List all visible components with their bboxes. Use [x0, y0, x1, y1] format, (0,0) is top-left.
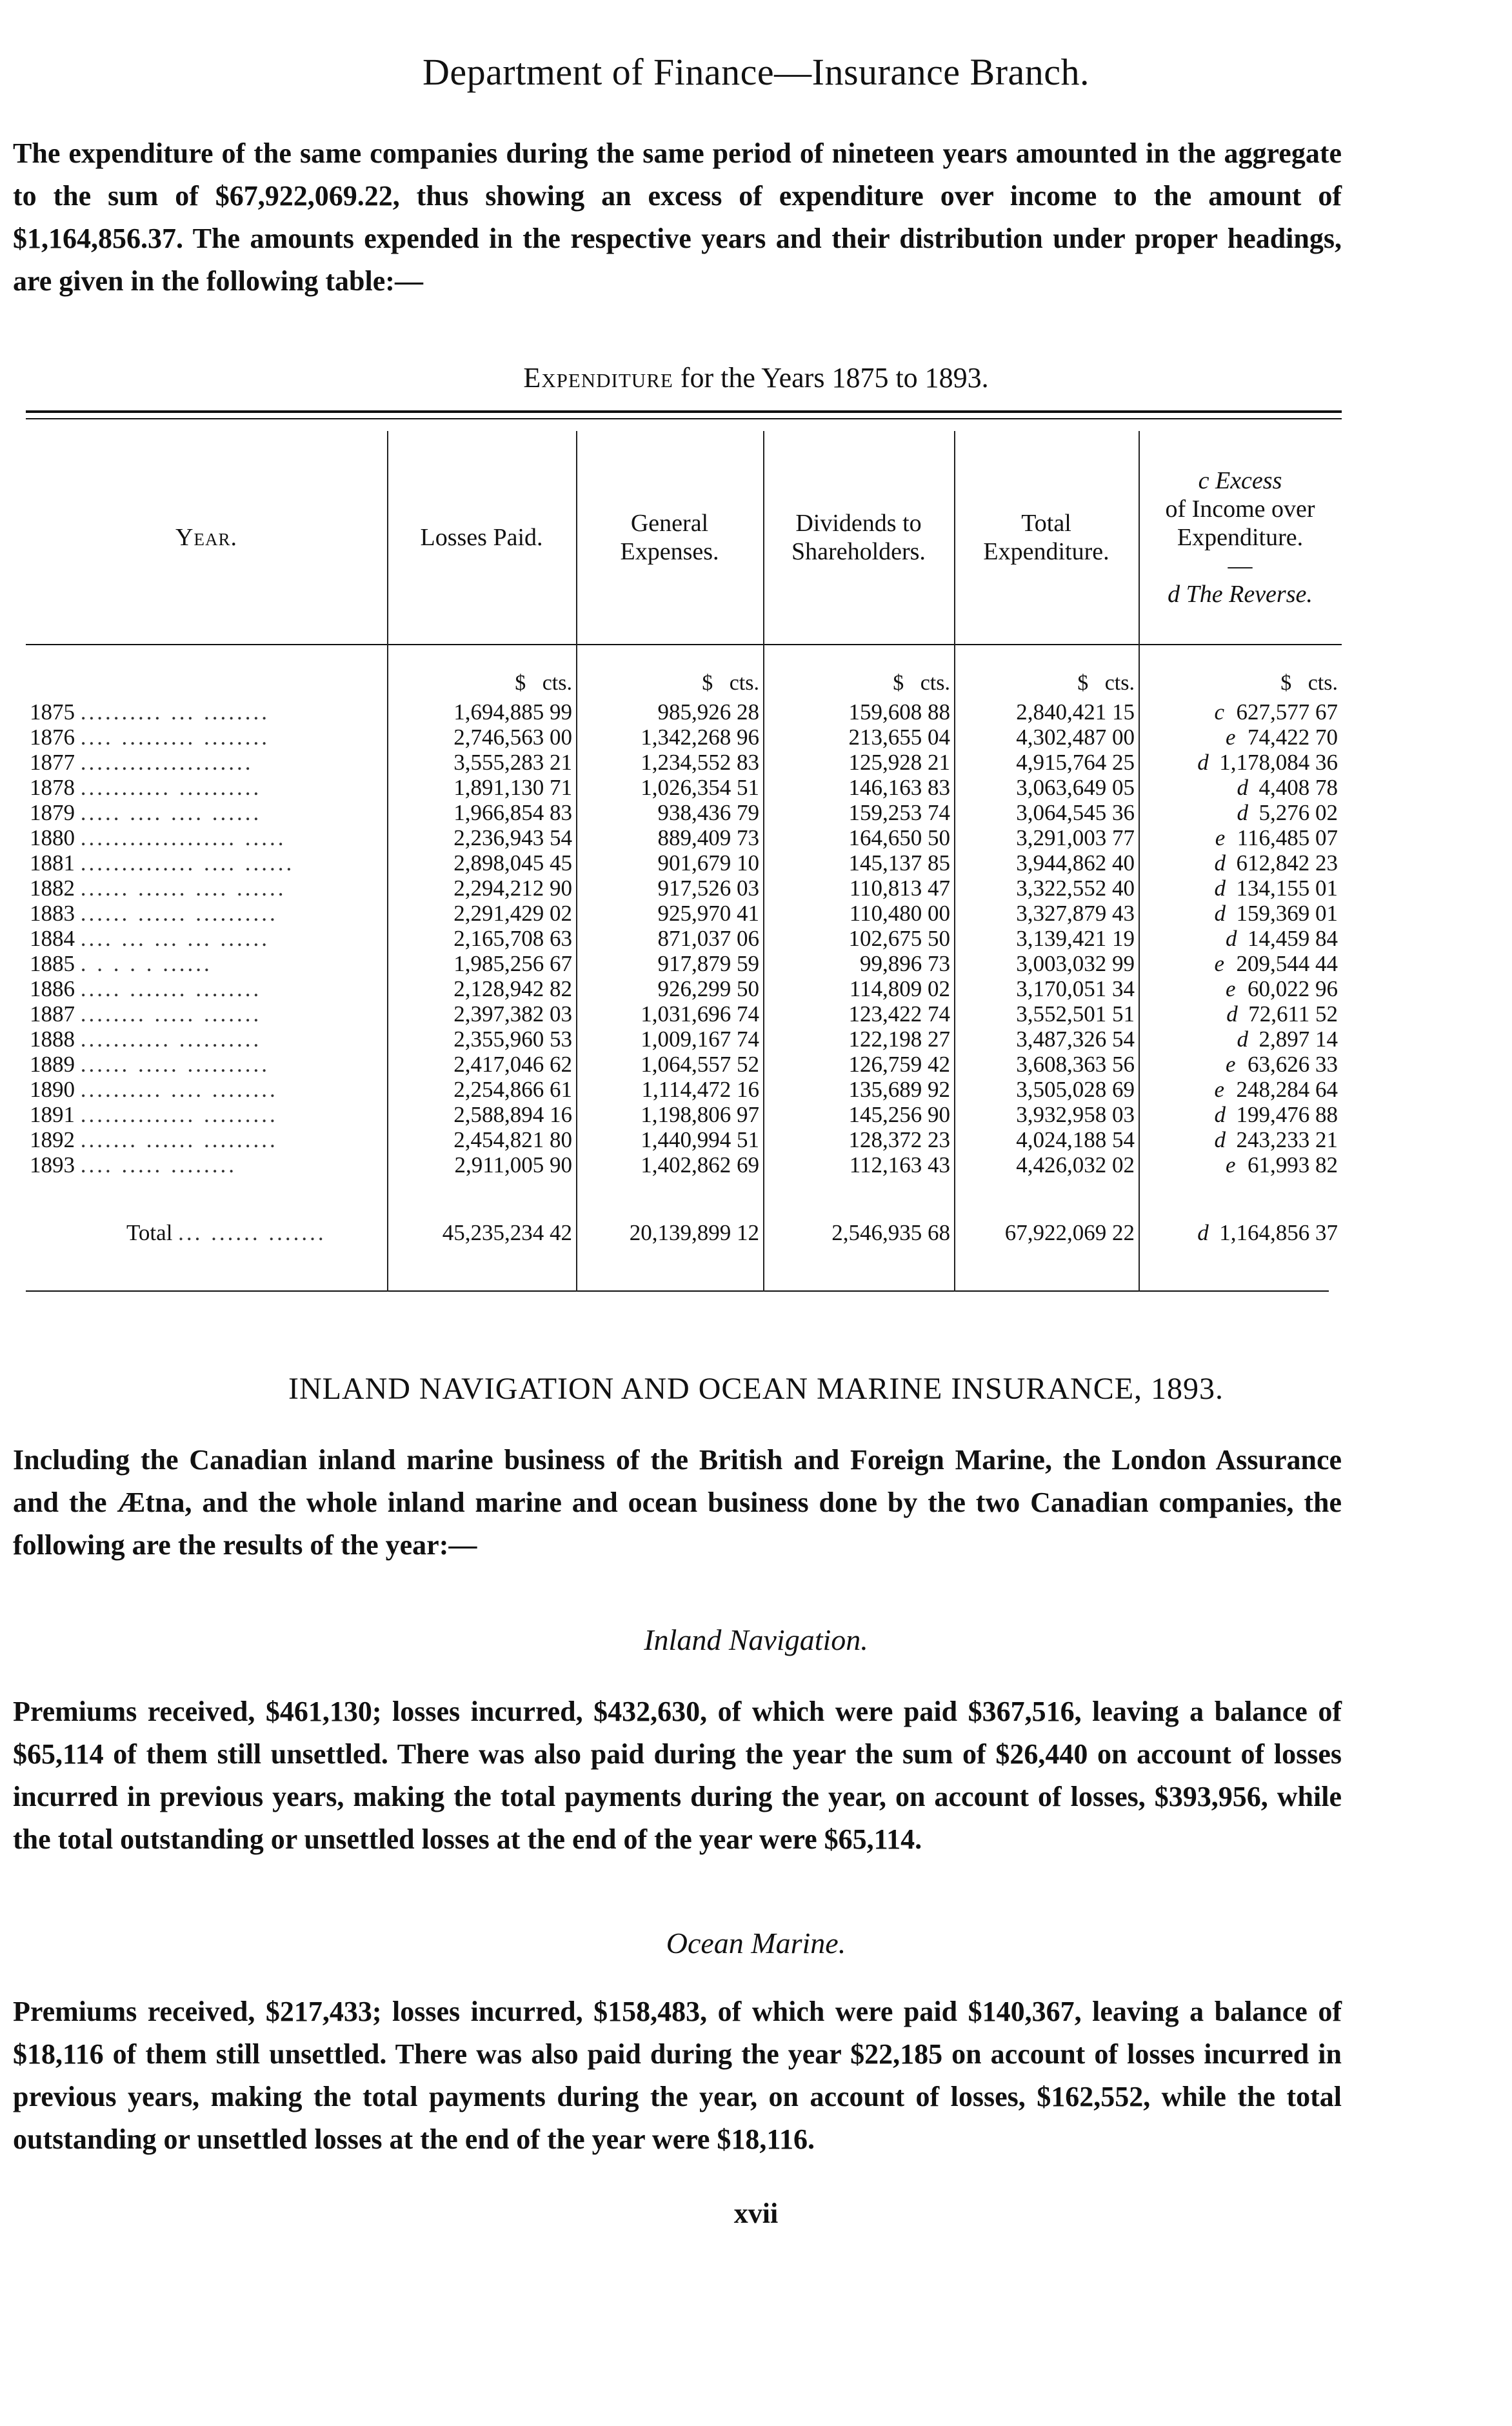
general-expenses-cell: 1,064,557 52: [641, 1052, 759, 1077]
cents-label: cts.: [1104, 671, 1135, 695]
dividends-cell: 114,809 02: [849, 976, 950, 1001]
excess-flag: d: [1226, 1001, 1238, 1027]
excess-amount: 14,459 84: [1248, 926, 1338, 951]
table-bottom-rule: [26, 1290, 1329, 1292]
ocean-marine-paragraph: Premiums received, $217,433; losses incurred, $158,483, of which were paid $140,367, leaving a balance of $18,116 of them still unsettled. There was also paid during the year $22,185 on account of losses incurred in previous years, making the total payments during the year, on account of losses, $162,552, while the total outstanding or unsettled losses at the end of the year were $18,116.: [13, 1996, 1342, 2155]
dividends-cell: 102,675 50: [848, 926, 950, 951]
excess-flag: e: [1215, 825, 1226, 850]
dividends-cell: 145,137 85: [848, 850, 950, 876]
excess-amount: 134,155 01: [1236, 876, 1338, 901]
excess-cell: [1139, 699, 1342, 725]
total-expenditure-cell: 3,552,501 51: [1016, 1001, 1135, 1027]
excess-amount: 60,022 96: [1248, 976, 1338, 1001]
losses-paid-cell: 1,694,885 99: [453, 699, 572, 725]
table-row: [26, 825, 1342, 850]
units-cell: [763, 644, 954, 699]
excess-cell: [1139, 1102, 1342, 1127]
total-expenditure-cell: 3,505,028 69: [1016, 1077, 1135, 1102]
losses-paid-cell: 2,397,382 03: [453, 1001, 572, 1027]
year-cell: [26, 800, 387, 825]
losses-paid-cell: 2,898,045 45: [453, 850, 572, 876]
row-year: 1890: [30, 1077, 75, 1102]
year-cell: [26, 825, 387, 850]
dividends-cell: 110,480 00: [849, 901, 950, 926]
header-excess: [1139, 431, 1342, 644]
excess-amount: 248,284 64: [1236, 1077, 1338, 1102]
row-leader: .............. .........: [80, 1102, 278, 1127]
excess-cell: [1139, 825, 1342, 850]
year-cell: [26, 1127, 387, 1152]
general-expenses-cell: 1,402,862 69: [641, 1152, 759, 1178]
excess-flag: d: [1214, 901, 1226, 926]
ocean-marine-heading: Ocean Marine.: [666, 1927, 846, 1960]
year-cell: [26, 951, 387, 976]
section-title: INLAND NAVIGATION AND OCEAN MARINE INSURANCE, 1893.: [288, 1372, 1224, 1406]
dividends-cell: 125,928 21: [848, 750, 950, 775]
dividends-cell: 122,198 27: [848, 1027, 950, 1052]
excess-amount: 61,993 82: [1248, 1152, 1338, 1178]
excess-cell: [1139, 775, 1342, 800]
total-dividends: 2,546,935 68: [831, 1219, 950, 1245]
row-leader: .... ......... ........: [80, 725, 270, 750]
table-row: [26, 1127, 1342, 1152]
table-row: [26, 976, 1342, 1001]
year-cell: [26, 1152, 387, 1178]
general-expenses-cell: 1,198,806 97: [641, 1102, 759, 1127]
dividends-cell: 145,256 90: [848, 1102, 950, 1127]
table-top-rule-thin: [26, 418, 1342, 419]
excess-amount: 159,369 01: [1236, 901, 1338, 926]
general-expenses-cell: 889,409 73: [657, 825, 759, 850]
losses-paid-cell: 2,746,563 00: [453, 725, 572, 750]
excess-flag: e: [1226, 725, 1236, 750]
row-year: 1886: [30, 976, 75, 1001]
general-expenses-cell: 1,009,167 74: [641, 1027, 759, 1052]
header-excess-line1: c Excess: [1198, 467, 1282, 494]
row-leader: ....... ...... .........: [80, 1127, 278, 1152]
table-top-rule-thick: [26, 410, 1342, 413]
table-caption-small-caps: Expenditure: [523, 362, 673, 394]
total-expenditure-cell: 3,932,958 03: [1016, 1102, 1135, 1127]
dividends-cell: 99,896 73: [860, 951, 950, 976]
losses-paid-cell: 1,966,854 83: [453, 800, 572, 825]
excess-amount: 243,233 21: [1236, 1127, 1338, 1152]
losses-paid-cell: 1,891,130 71: [453, 775, 572, 800]
total-expenditure-cell: 3,487,326 54: [1016, 1027, 1135, 1052]
row-leader: ...... ...... ..........: [80, 901, 278, 926]
total-leader: ... ...... .......: [178, 1219, 326, 1245]
table-row: [26, 850, 1342, 876]
row-leader: ................... .....: [80, 825, 286, 850]
dividends-cell: 164,650 50: [848, 825, 950, 850]
row-year: 1875: [30, 699, 75, 725]
year-cell: [26, 901, 387, 926]
excess-amount: 4,408 78: [1258, 775, 1338, 800]
row-year: 1893: [30, 1152, 75, 1178]
units-cell: [576, 644, 763, 699]
year-cell: [26, 876, 387, 901]
excess-flag: d: [1197, 750, 1209, 775]
table-row: [26, 1052, 1342, 1077]
total-expenditure-cell: 4,426,032 02: [1016, 1152, 1135, 1178]
dividends-cell: 123,422 74: [848, 1001, 950, 1027]
excess-cell: [1139, 901, 1342, 926]
dollar-sign: $: [515, 671, 526, 695]
header-excess-line3: d The Reverse.: [1168, 581, 1313, 608]
table-row: [26, 951, 1342, 976]
header-excess-line2: of Income over Expenditure.: [1165, 496, 1315, 551]
row-leader: ...... ...... .... ......: [80, 876, 286, 901]
row-year: 1889: [30, 1052, 75, 1077]
dividends-cell: 126,759 42: [848, 1052, 950, 1077]
excess-amount: 72,611 52: [1248, 1001, 1338, 1027]
row-year: 1882: [30, 876, 75, 901]
excess-cell: [1139, 725, 1342, 750]
table-row: [26, 926, 1342, 951]
excess-cell: [1139, 1152, 1342, 1178]
losses-paid-cell: 1,985,256 67: [453, 951, 572, 976]
excess-cell: [1139, 876, 1342, 901]
dollar-sign: $: [702, 671, 713, 695]
excess-flag: d: [1214, 876, 1226, 901]
dividends-cell: 146,163 83: [848, 775, 950, 800]
row-leader: ........ ..... .......: [80, 1001, 262, 1027]
table-row: [26, 725, 1342, 750]
inland-navigation-paragraph: Premiums received, $461,130; losses incurred, $432,630, of which were paid $367,516, leaving a balance of $65,114 of them still unsettled. There was also paid during the year the sum of $26,440 on account of losses incurred in previous years, making the total payments during the year, on account of losses, $393,956, while the total outstanding or unsettled losses at the end of the year were $65,114.: [13, 1696, 1342, 1855]
general-expenses-cell: 985,926 28: [657, 699, 759, 725]
excess-cell: [1139, 976, 1342, 1001]
table-row: [26, 800, 1342, 825]
total-label-cell: [26, 1178, 387, 1268]
excess-flag: e: [1226, 976, 1236, 1001]
losses-paid-cell: 2,417,046 62: [453, 1052, 572, 1077]
row-year: 1884: [30, 926, 75, 951]
table-row: [26, 1102, 1342, 1127]
dividends-cell: 213,655 04: [848, 725, 950, 750]
table-row: [26, 1077, 1342, 1102]
year-cell: [26, 1027, 387, 1052]
year-cell: [26, 1077, 387, 1102]
excess-flag: e: [1214, 1077, 1225, 1102]
header-losses-paid: Losses Paid.: [420, 524, 543, 551]
dividends-cell: 110,813 47: [849, 876, 950, 901]
losses-paid-cell: 2,588,894 16: [453, 1102, 572, 1127]
excess-cell: [1139, 1127, 1342, 1152]
table-caption: [0, 361, 1512, 394]
excess-cell: [1139, 951, 1342, 976]
excess-cell: [1139, 1052, 1342, 1077]
row-year: 1879: [30, 800, 75, 825]
row-year: 1883: [30, 901, 75, 926]
page-number: xvii: [733, 2198, 779, 2229]
excess-flag: d: [1214, 850, 1226, 876]
total-expenditure-cell: 4,302,487 00: [1016, 725, 1135, 750]
row-year: 1887: [30, 1001, 75, 1027]
total-losses: 45,235,234 42: [442, 1219, 572, 1245]
total-excess-cell: [1139, 1178, 1342, 1268]
table-header-row: [26, 431, 1342, 644]
cents-label: cts.: [729, 671, 759, 695]
row-leader: .... ... ... ... ......: [80, 926, 270, 951]
row-year: 1888: [30, 1027, 75, 1052]
excess-amount: 209,544 44: [1236, 951, 1338, 976]
excess-flag: e: [1226, 1052, 1236, 1077]
losses-paid-cell: 2,291,429 02: [453, 901, 572, 926]
excess-amount: 199,476 88: [1236, 1102, 1338, 1127]
year-cell: [26, 1102, 387, 1127]
excess-flag: d: [1214, 1102, 1226, 1127]
total-excess: 1,164,856 37: [1219, 1219, 1338, 1245]
total-expenditure-cell: 3,327,879 43: [1016, 901, 1135, 926]
row-year: 1881: [30, 850, 75, 876]
table-row: [26, 901, 1342, 926]
general-expenses-cell: 1,031,696 74: [641, 1001, 759, 1027]
row-leader: .......... .... ........: [80, 1077, 278, 1102]
excess-amount: 612,842 23: [1236, 850, 1338, 876]
year-cell: [26, 926, 387, 951]
excess-cell: [1139, 850, 1342, 876]
total-expenditure-cell: 3,063,649 05: [1016, 775, 1135, 800]
excess-amount: 1,178,084 36: [1219, 750, 1338, 775]
section-intro-paragraph: Including the Canadian inland marine business of the British and Foreign Marine, the London Assurance and the Ætna, and the whole inland marine and ocean business done by the two Canadian companies, the following are the results of the year:—: [13, 1444, 1342, 1561]
dividends-cell: 135,689 92: [848, 1077, 950, 1102]
header-general-expenses: General Expenses.: [620, 510, 719, 565]
table-row: [26, 1152, 1342, 1178]
row-year: 1880: [30, 825, 75, 850]
excess-flag: d: [1237, 800, 1248, 825]
row-leader: ...... ..... ..........: [80, 1052, 270, 1077]
general-expenses-cell: 1,026,354 51: [641, 775, 759, 800]
row-year: 1877: [30, 750, 75, 775]
losses-paid-cell: 2,911,005 90: [454, 1152, 572, 1178]
dollar-sign: $: [1280, 671, 1292, 695]
row-year: 1878: [30, 775, 75, 800]
excess-flag: e: [1214, 951, 1225, 976]
total-flag: d: [1197, 1219, 1209, 1245]
dividends-cell: 159,608 88: [848, 699, 950, 725]
units-cell-empty: [26, 644, 387, 699]
table-row: [26, 876, 1342, 901]
general-expenses-cell: 1,342,268 96: [641, 725, 759, 750]
row-leader: ..... .... .... ......: [80, 800, 262, 825]
cents-label: cts.: [1308, 671, 1338, 695]
losses-paid-cell: 2,454,821 80: [453, 1127, 572, 1152]
row-leader: .............. .... ......: [80, 850, 295, 876]
year-cell: [26, 976, 387, 1001]
losses-paid-cell: 2,294,212 90: [453, 876, 572, 901]
table-row: [26, 750, 1342, 775]
header-total-expenditure: Total Expenditure.: [983, 510, 1109, 565]
row-year: 1892: [30, 1127, 75, 1152]
losses-paid-cell: 3,555,283 21: [453, 750, 572, 775]
inland-navigation-heading: Inland Navigation.: [644, 1623, 868, 1656]
total-expenditure-cell: 4,915,764 25: [1016, 750, 1135, 775]
total-expenditure-cell: 3,003,032 99: [1016, 951, 1135, 976]
excess-cell: [1139, 1001, 1342, 1027]
total-expenditure-cell: 3,291,003 77: [1016, 825, 1135, 850]
row-leader: .......... ... ........: [80, 699, 270, 725]
table-row: [26, 1001, 1342, 1027]
excess-flag: d: [1214, 1127, 1226, 1152]
general-expenses-cell: 917,526 03: [657, 876, 759, 901]
excess-cell: [1139, 1027, 1342, 1052]
excess-amount: 5,276 02: [1258, 800, 1338, 825]
row-leader: ........... ..........: [80, 775, 262, 800]
cents-label: cts.: [920, 671, 950, 695]
table-body: [26, 644, 1342, 1178]
losses-paid-cell: 2,236,943 54: [453, 825, 572, 850]
row-year: 1891: [30, 1102, 75, 1127]
row-leader: .... ..... ........: [80, 1152, 237, 1178]
total-label: Total: [126, 1219, 173, 1245]
header-dividends: Dividends to Shareholders.: [791, 510, 926, 565]
intro-paragraph: The expenditure of the same companies during the same period of nineteen years amounted in the aggregate to the sum of $67,922,069.22, thus showing an excess of expenditure over income to the amount of $1,164,856.37. The amounts expended in the respective years and their distribution under proper headings, are given in the following table:—: [13, 137, 1342, 297]
general-expenses-cell: 938,436 79: [657, 800, 759, 825]
losses-paid-cell: 2,128,942 82: [453, 976, 572, 1001]
total-expenditure: 67,922,069 22: [1004, 1219, 1135, 1245]
excess-amount: 627,577 67: [1236, 699, 1338, 725]
header-excess-dash: —: [1228, 552, 1253, 579]
units-cell: [387, 644, 576, 699]
page-title: Department of Finance—Insurance Branch.: [422, 51, 1090, 93]
total-expenditure-cell: 2,840,421 15: [1016, 699, 1135, 725]
units-cell: [954, 644, 1139, 699]
total-expenditure-cell: 3,170,051 34: [1016, 976, 1135, 1001]
row-year: 1876: [30, 725, 75, 750]
table-caption-rest: for the Years 1875 to 1893.: [673, 362, 989, 394]
year-cell: [26, 775, 387, 800]
total-expenditure-cell: 3,944,862 40: [1016, 850, 1135, 876]
total-row: [26, 1178, 1342, 1268]
total-expenditure-cell: 4,024,188 54: [1016, 1127, 1135, 1152]
general-expenses-cell: 926,299 50: [657, 976, 759, 1001]
losses-paid-cell: 2,165,708 63: [453, 926, 572, 951]
total-expenditure-cell: 3,322,552 40: [1016, 876, 1135, 901]
table-row: [26, 699, 1342, 725]
total-general: 20,139,899 12: [629, 1219, 759, 1245]
year-cell: [26, 1052, 387, 1077]
excess-flag: e: [1226, 1152, 1236, 1178]
dollar-sign: $: [1077, 671, 1089, 695]
excess-amount: 116,485 07: [1237, 825, 1338, 850]
excess-cell: [1139, 750, 1342, 775]
row-leader: .....................: [80, 750, 254, 775]
dividends-cell: 112,163 43: [849, 1152, 950, 1178]
excess-flag: d: [1226, 926, 1237, 951]
excess-flag: d: [1237, 1027, 1248, 1052]
excess-cell: [1139, 926, 1342, 951]
general-expenses-cell: 1,440,994 51: [641, 1127, 759, 1152]
units-row: [26, 644, 1342, 699]
header-year: Year.: [175, 524, 237, 551]
row-leader: ..... ....... ........: [80, 976, 262, 1001]
excess-amount: 63,626 33: [1248, 1052, 1338, 1077]
dollar-sign: $: [893, 671, 904, 695]
general-expenses-cell: 901,679 10: [657, 850, 759, 876]
row-leader: . . . . . ......: [80, 951, 212, 976]
excess-flag: c: [1214, 699, 1225, 725]
general-expenses-cell: 917,879 59: [657, 951, 759, 976]
row-year: 1885: [30, 951, 75, 976]
row-leader: ........... ..........: [80, 1027, 262, 1052]
year-cell: [26, 1001, 387, 1027]
excess-amount: 2,897 14: [1258, 1027, 1338, 1052]
expenditure-table: [26, 431, 1342, 1268]
year-cell: [26, 699, 387, 725]
year-cell: [26, 850, 387, 876]
excess-flag: d: [1237, 775, 1248, 800]
losses-paid-cell: 2,355,960 53: [453, 1027, 572, 1052]
total-expenditure-cell: 3,608,363 56: [1016, 1052, 1135, 1077]
losses-paid-cell: 2,254,866 61: [453, 1077, 572, 1102]
cents-label: cts.: [542, 671, 572, 695]
units-cell: [1139, 644, 1342, 699]
year-cell: [26, 725, 387, 750]
dividends-cell: 159,253 74: [848, 800, 950, 825]
year-cell: [26, 750, 387, 775]
total-expenditure-cell: 3,139,421 19: [1016, 926, 1135, 951]
general-expenses-cell: 925,970 41: [657, 901, 759, 926]
general-expenses-cell: 1,114,472 16: [641, 1077, 759, 1102]
total-expenditure-cell: 3,064,545 36: [1016, 800, 1135, 825]
table-row: [26, 1027, 1342, 1052]
general-expenses-cell: 1,234,552 83: [641, 750, 759, 775]
dividends-cell: 128,372 23: [848, 1127, 950, 1152]
table-row: [26, 775, 1342, 800]
excess-amount: 74,422 70: [1248, 725, 1338, 750]
general-expenses-cell: 871,037 06: [657, 926, 759, 951]
excess-cell: [1139, 1077, 1342, 1102]
excess-cell: [1139, 800, 1342, 825]
